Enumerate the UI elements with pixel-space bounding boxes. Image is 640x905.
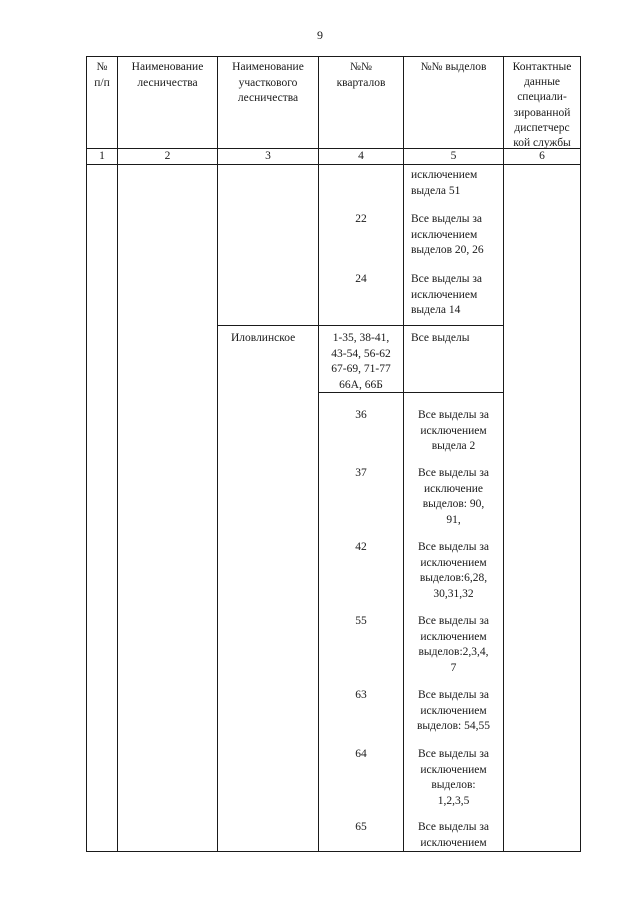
col-number-6: 6 (539, 150, 545, 162)
header-forestry-name: Наименование лесничества (131, 61, 204, 89)
allotment-cell: Все выделы за исключением выделов:6,28, 30,31,32 (418, 541, 489, 600)
col-divider-3 (318, 56, 319, 852)
col-divider-2 (217, 56, 218, 852)
allotment-cell: Все выделы за исключением выделов:2,3,4, 7 (418, 615, 489, 674)
header-district-forestry-name: Наименование участкового лесничества (232, 61, 304, 104)
table-right-border (580, 56, 581, 852)
col-number-5: 5 (450, 150, 457, 162)
allotment-cell: Все выделы за исключением выдела 14 (411, 273, 482, 316)
allotment-cell: Все выделы за исключением (418, 821, 489, 849)
col-number-1: 1 (99, 150, 105, 162)
district-forestry-name: Иловлинское (231, 332, 296, 344)
col-number-2: 2 (164, 150, 171, 162)
quarter-cell: 24 (355, 273, 367, 285)
allotment-cell: Все выделы (411, 332, 470, 344)
header-row-number: № п/п (94, 61, 110, 89)
quarter-cell: 37 (355, 467, 367, 479)
header-quarters: №№ кварталов (336, 61, 386, 89)
table-bottom-border (86, 851, 580, 852)
quarter-range-cell: 1-35, 38-41, 43-54, 56-62 67-69, 71-77 66А, 66Б (331, 332, 391, 391)
quarter-cell: 65 (355, 821, 367, 833)
col-divider-1 (117, 56, 118, 852)
quarter-cell: 63 (355, 689, 367, 701)
col-number-3: 3 (265, 150, 271, 162)
quarter-cell: 36 (355, 409, 367, 421)
header-contact-data: Контактные данные специали- зированной диспетчерс кой службы (512, 61, 572, 150)
allotment-cell: Все выделы за исключением выделов: 54,55 (417, 689, 490, 732)
allotment-cell: Все выделы за исключением выдела 2 (418, 409, 489, 452)
page-number: 9 (317, 28, 323, 42)
allotment-cell: Все выделы за исключением выделов: 1,2,3,5 (418, 748, 489, 807)
table-top-border (86, 56, 580, 57)
row-divider-ilovlinskoe (217, 325, 503, 326)
header-allotments: №№ выделов (420, 61, 487, 73)
col-number-4: 4 (358, 150, 364, 162)
carry-over-allotment: исключением выдела 51 (411, 169, 478, 197)
col-divider-5 (503, 56, 504, 852)
allotment-cell: Все выделы за исключением выделов 20, 26 (411, 213, 484, 256)
allotment-cell: Все выделы за исключение выделов: 90, 91, (418, 467, 489, 526)
quarter-cell: 22 (355, 213, 367, 225)
quarter-cell: 42 (355, 541, 367, 553)
table-left-border (86, 56, 87, 852)
quarter-cell: 64 (355, 748, 367, 760)
quarter-cell: 55 (355, 615, 367, 627)
